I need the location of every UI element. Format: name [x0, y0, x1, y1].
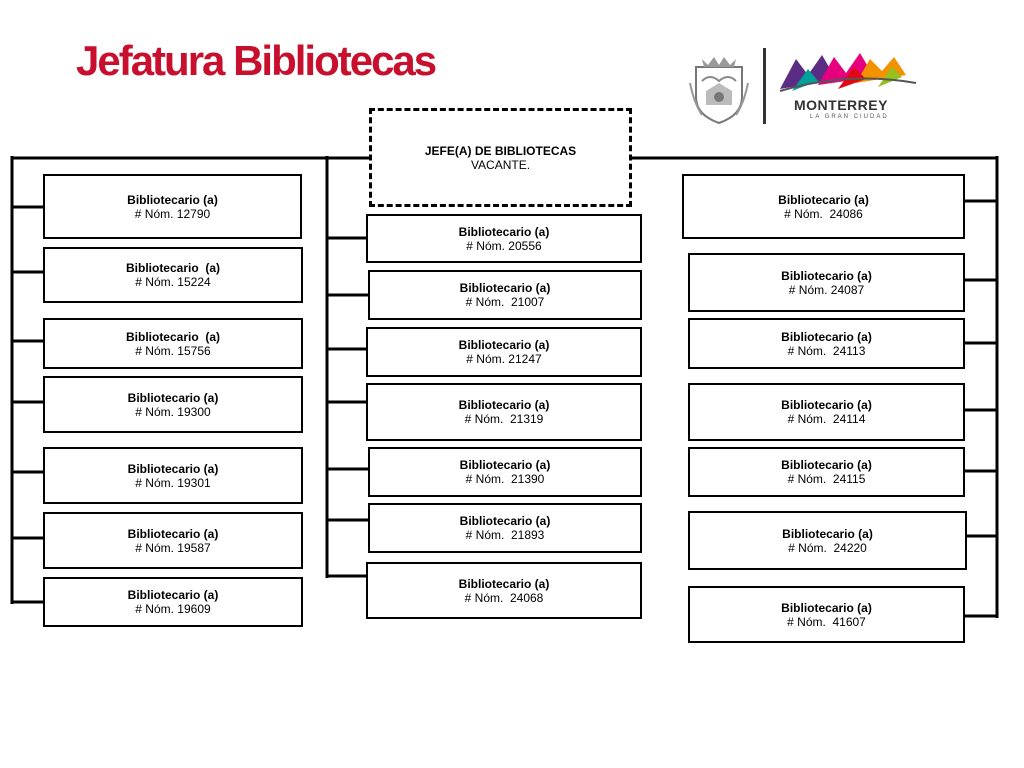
employee-number: # Nóm. 24087: [788, 282, 865, 297]
position-role: Bibliotecario (a): [127, 526, 219, 541]
employee-number: # Nóm. 12790: [134, 206, 211, 221]
position-role: Bibliotecario (a): [127, 192, 218, 207]
position-role: Bibliotecario (a): [125, 329, 220, 344]
position-role: Bibliotecario (a): [778, 192, 869, 207]
employee-number: # Nóm. 15224: [135, 275, 211, 289]
employee-number: # Nóm. 24220: [788, 540, 867, 555]
position-role: Bibliotecario (a): [781, 398, 872, 412]
head-position-title: JEFE(A) DE BIBLIOTECAS: [424, 143, 577, 158]
librarian-box-left-3: [43, 318, 303, 369]
position-role: Bibliotecario (a): [458, 224, 550, 239]
position-role: Bibliotecario (a): [781, 329, 872, 344]
position-role: Bibliotecario (a): [458, 576, 550, 591]
brand-slogan: LA GRAN CIUDAD: [810, 114, 889, 120]
position-role: Bibliotecario (a): [458, 398, 550, 412]
employee-number: # Nóm. 21390: [465, 472, 545, 486]
employee-number: # Nóm. 24113: [787, 343, 866, 358]
librarian-box-center-3: [366, 327, 642, 377]
librarian-box-left-1: [43, 174, 302, 239]
page-title: Jefatura Bibliotecas: [76, 37, 436, 84]
employee-number: # Nóm. 21319: [464, 412, 544, 426]
librarian-box-left-5: [43, 447, 303, 504]
employee-number: # Nóm. 21007: [465, 295, 545, 309]
employee-number: # Nóm. 19587: [135, 540, 211, 555]
librarian-box-center-2: [368, 270, 642, 320]
librarian-box-left-4: [43, 376, 303, 433]
employee-number: # Nóm. 19301: [135, 475, 211, 490]
brand-city-name: MONTERREY: [794, 97, 888, 113]
position-role: Bibliotecario (a): [458, 338, 550, 352]
position-role: Bibliotecario (a): [781, 600, 872, 615]
employee-number: # Nóm. 21247: [466, 352, 542, 366]
librarian-box-right-5: [688, 447, 965, 497]
librarian-box-left-7: [43, 577, 303, 627]
librarian-box-center-6: [368, 503, 642, 553]
position-role: Bibliotecario (a): [459, 281, 551, 295]
employee-number: # Nóm. 24086: [784, 206, 863, 221]
employee-number: # Nóm. 15756: [135, 343, 211, 358]
position-role: Bibliotecario (a): [459, 514, 551, 528]
employee-number: # Nóm. 24068: [464, 590, 544, 605]
librarian-box-left-6: [43, 512, 303, 569]
position-role: Bibliotecario (a): [781, 268, 872, 283]
head-position-status: VACANTE.: [470, 157, 531, 172]
employee-number: # Nóm. 24115: [787, 472, 866, 486]
position-role: Bibliotecario (a): [127, 390, 219, 405]
librarian-box-center-5: [368, 447, 642, 497]
position-role: Bibliotecario (a): [782, 526, 873, 541]
librarian-box-center-4: [366, 383, 642, 441]
employee-number: # Nóm. 24114: [787, 412, 866, 426]
librarian-box-center-7: [366, 562, 642, 619]
position-role: Bibliotecario (a): [127, 461, 219, 476]
librarian-box-right-4: [688, 383, 965, 441]
librarian-box-right-1: [682, 174, 965, 239]
librarian-box-center-1: [366, 214, 642, 263]
position-role: Bibliotecario (a): [127, 588, 219, 602]
librarian-box-right-7: [688, 586, 965, 643]
position-role: Bibliotecario (a): [459, 458, 551, 472]
head-librarian-box: [369, 108, 632, 207]
librarian-box-right-3: [688, 318, 965, 369]
employee-number: # Nóm. 19300: [135, 404, 211, 419]
position-role: Bibliotecario (a): [125, 261, 220, 275]
librarian-box-right-6: [688, 511, 967, 570]
librarian-box-right-2: [688, 253, 965, 312]
librarian-box-left-2: [43, 247, 303, 303]
employee-number: # Nóm. 21893: [465, 528, 545, 542]
position-role: Bibliotecario (a): [781, 458, 872, 472]
employee-number: # Nóm. 41607: [787, 614, 866, 629]
employee-number: # Nóm. 20556: [466, 238, 542, 253]
employee-number: # Nóm. 19609: [135, 602, 211, 616]
